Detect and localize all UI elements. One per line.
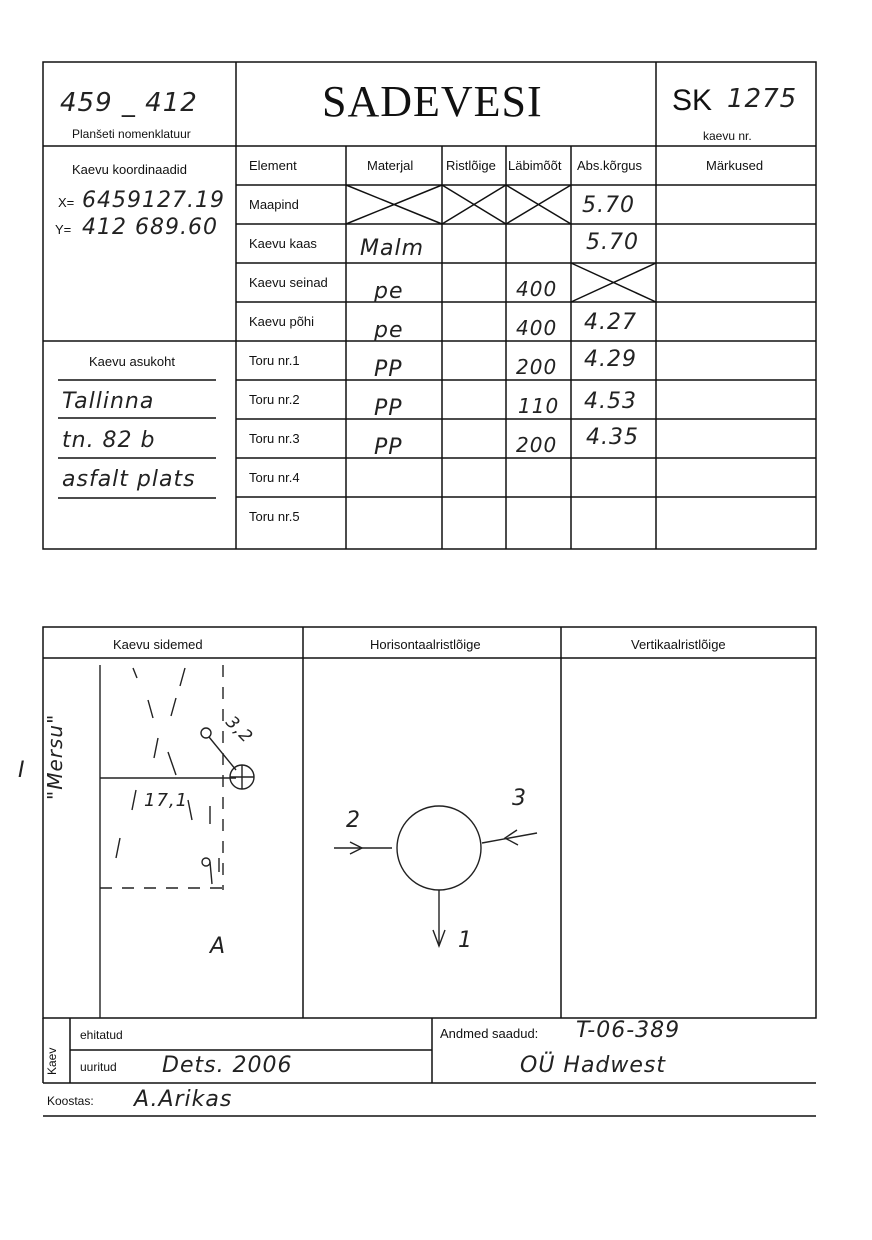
uuritud-value: Dets. 2006: [162, 1053, 293, 1078]
well-number-label: kaevu nr.: [703, 129, 752, 143]
cell-labimoot: 110: [518, 394, 560, 418]
cell-materjal: pe: [374, 279, 404, 304]
location-line-1: Tallinna: [62, 389, 155, 414]
nomenclature-value: 459 _ 412: [60, 88, 198, 118]
ehitatud-label: ehitatud: [80, 1028, 123, 1042]
sk-prefix: SK: [672, 84, 713, 117]
cell-abs-korgus: 5.70: [582, 193, 635, 218]
cell-materjal: PP: [374, 357, 403, 382]
pipe-2-label: 2: [346, 808, 361, 833]
header-materjal: Materjal: [367, 158, 414, 173]
row-label: Toru nr.4: [249, 470, 300, 485]
row-label: Toru nr.1: [249, 353, 300, 368]
location-line-2: tn. 82 b: [62, 428, 156, 453]
kaev-label: Kaev: [45, 1047, 59, 1075]
uuritud-label: uuritud: [80, 1060, 117, 1074]
header-ristloige: Ristlõige: [446, 158, 496, 173]
row-label: Maapind: [249, 197, 299, 212]
section-vertikaal: Vertikaalristlõige: [631, 637, 726, 652]
location-label: Kaevu asukoht: [89, 354, 176, 369]
pipe-3-label: 3: [512, 786, 527, 811]
section-sidemed: Kaevu sidemed: [113, 637, 203, 652]
cell-labimoot: 200: [516, 433, 558, 457]
section-horisontaal: Horisontaalristlõige: [370, 637, 481, 652]
horizontal-section-drawing: [334, 806, 537, 946]
andmed-value: T-06-389: [576, 1018, 681, 1043]
cell-abs-korgus: 4.35: [586, 425, 639, 450]
row-label: Kaevu seinad: [249, 275, 328, 290]
cell-labimoot: 200: [516, 355, 558, 379]
pipe-1-label: 1: [458, 928, 473, 953]
andmed-label: Andmed saadud:: [440, 1026, 539, 1041]
cell-materjal: Malm: [360, 236, 425, 261]
header-labimoot: Läbimõõt: [508, 158, 562, 173]
cell-materjal: PP: [374, 435, 403, 460]
row-label: Toru nr.5: [249, 509, 300, 524]
page-title: SADEVESI: [322, 77, 543, 126]
cell-materjal: pe: [374, 318, 404, 343]
row-label: Toru nr.2: [249, 392, 300, 407]
x-coordinate: 6459127.19: [82, 188, 225, 213]
well-number: 1275: [727, 84, 798, 114]
cell-labimoot: 400: [516, 277, 558, 301]
cell-materjal: PP: [374, 396, 403, 421]
row-label: Toru nr.3: [249, 431, 300, 446]
cell-abs-korgus: 4.29: [584, 347, 637, 372]
cell-abs-korgus: 4.53: [584, 389, 637, 414]
header-element: Element: [249, 158, 297, 173]
row-label: Kaevu kaas: [249, 236, 317, 251]
coordinates-label: Kaevu koordinaadid: [72, 162, 187, 177]
cell-abs-korgus: 4.27: [584, 310, 637, 335]
row-label: Kaevu põhi: [249, 314, 315, 329]
company-name: OÜ Hadwest: [520, 1053, 667, 1078]
dimension-label: 3,2: [221, 712, 257, 748]
x-prefix: X=: [58, 195, 75, 210]
dimension-label: 17,1: [144, 790, 189, 811]
y-prefix: Y=: [55, 222, 72, 237]
street-name: "Mersu": [43, 713, 67, 800]
roman-numeral: I: [18, 758, 26, 783]
koostas-value: A.Arikas: [134, 1087, 233, 1112]
header-markused: Märkused: [706, 158, 764, 173]
koostas-label: Koostas:: [47, 1094, 94, 1108]
header-abs-korgus: Abs.kõrgus: [577, 158, 643, 173]
nomenclature-label: Planšeti nomenklatuur: [72, 127, 191, 141]
cell-labimoot: 400: [516, 316, 558, 340]
location-line-3: asfalt plats: [62, 467, 196, 492]
point-a-label: A: [210, 934, 227, 959]
cell-abs-korgus: 5.70: [586, 230, 639, 255]
y-coordinate: 412 689.60: [82, 215, 218, 240]
